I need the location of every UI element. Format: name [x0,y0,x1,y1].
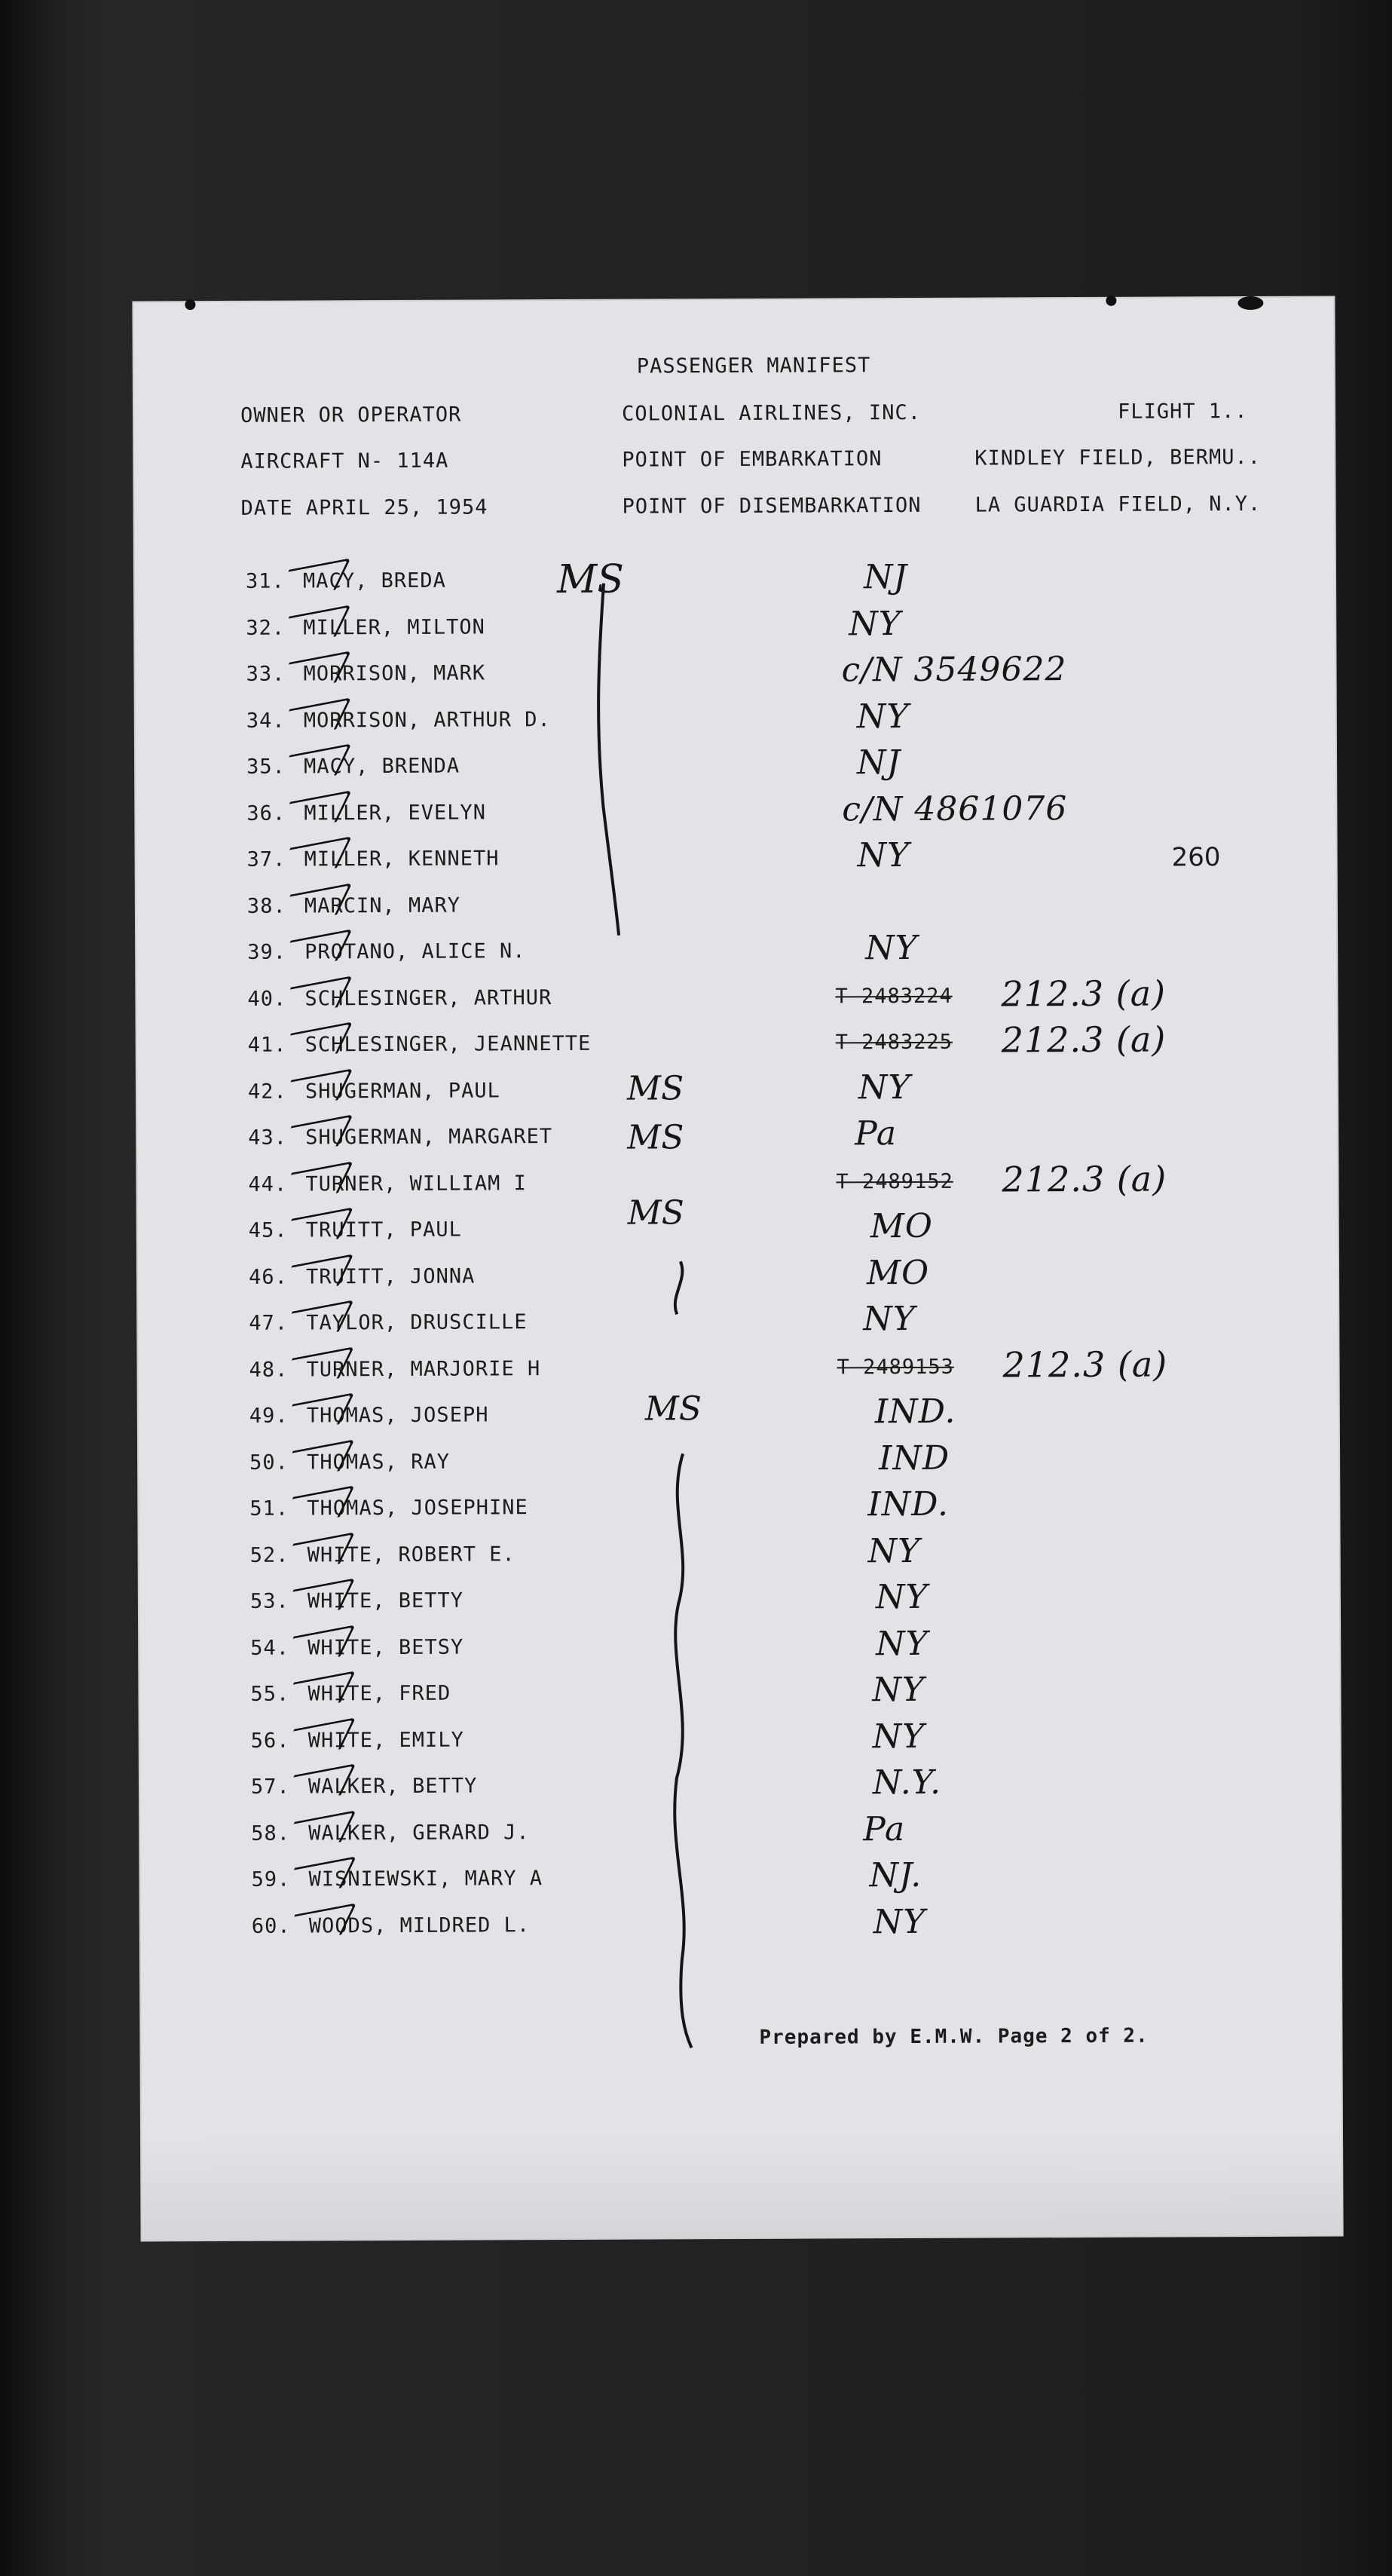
passenger-number: 32. [246,616,286,640]
embarkation-label: POINT OF EMBARKATION [622,447,883,472]
handwritten-code: c/N 4861076 [842,789,1068,829]
passenger-name: MARCIN, MARY [304,893,461,918]
passenger-number: 42. [247,1080,287,1104]
passenger-number: 38. [246,894,286,918]
passenger-name: MILLER, KENNETH [304,847,500,871]
passenger-name: MILLER, EVELYN [304,800,487,825]
passenger-name: TRUITT, PAUL [305,1218,462,1242]
date: DATE APRIL 25, 1954 [240,495,488,520]
passenger-number: 46. [248,1265,288,1289]
handwritten-mark: MS [644,1389,702,1429]
handwritten-code: NY [858,1067,911,1107]
passenger-name: SHUGERMAN, PAUL [304,1078,500,1104]
ticket-number: T 2489152 [836,1169,953,1193]
handwritten-mark: MS [556,556,625,603]
handwritten-note: 212.3 (a) [1002,1343,1168,1385]
disembarkation-value: LA GUARDIA FIELD, N.Y. [974,492,1262,517]
handwritten-code: NY [876,1624,929,1663]
passenger-number: 40. [247,987,287,1011]
passenger-name: THOMAS, JOSEPH [306,1403,489,1428]
handwritten-code: NY [863,1299,916,1339]
passenger-name: MILLER, MILTON [303,614,485,640]
passenger-number: 58. [251,1821,291,1845]
passenger-number: 51. [249,1496,289,1521]
embarkation-value: KINDLEY FIELD, BERMU.. [974,445,1262,470]
manifest-page [133,298,1342,2241]
passenger-name: WHITE, BETSY [307,1635,464,1659]
passenger-number: 37. [246,847,286,871]
ticket-number: T 2483225 [835,1030,953,1055]
passenger-name: SCHLESINGER, JEANNETTE [304,1031,592,1057]
passenger-name: WHITE, BETTY [307,1588,464,1613]
handwritten-code: NJ [863,558,908,597]
passenger-name: WHITE, FRED [307,1681,451,1706]
passenger-number: 59. [251,1867,291,1891]
handwritten-code: NJ [856,743,901,783]
passenger-name: MACY, BREDA [302,568,446,593]
handwritten-code: NY [865,928,918,968]
passenger-name: SHUGERMAN, MARGARET [305,1125,553,1150]
passenger-number: 47. [249,1311,289,1335]
prepared-by-footer: Prepared by E.M.W. Page 2 of 2. [759,2024,1149,2049]
passenger-name: WOODS, MILDRED L. [308,1913,531,1937]
handwritten-code: c/N 3549622 [841,650,1067,690]
handwritten-note: 212.3 (a) [1001,973,1167,1014]
handwritten-brackets [133,298,1342,2241]
ticket-number: T 2489153 [837,1355,954,1379]
handwritten-code: N.Y. [872,1763,942,1803]
passenger-number: 33. [246,662,286,686]
stamp-number: 260 [1171,842,1221,873]
passenger-name: WISNIEWSKI, MARY A [308,1867,543,1891]
passenger-name: MORRISON, MARK [303,661,486,686]
passenger-name: TURNER, WILLIAM I [305,1171,527,1196]
passenger-name: WALKER, BETTY [307,1774,478,1799]
passenger-number: 50. [249,1450,289,1475]
passenger-number: 49. [249,1404,289,1428]
handwritten-code: IND. [874,1392,956,1432]
passenger-number: 55. [250,1682,290,1706]
passenger-name: MACY, BRENDA [304,754,460,779]
handwritten-code: IND [878,1438,950,1478]
passenger-number: 56. [250,1729,290,1753]
passenger-number: 39. [247,940,287,964]
passenger-number: 53. [249,1589,289,1613]
handwritten-note: 212.3 (a) [1001,1018,1167,1061]
passenger-name: WHITE, EMILY [307,1728,464,1752]
handwritten-code: MO [866,1253,930,1292]
handwritten-code: NY [856,697,910,736]
passenger-number: 60. [251,1914,291,1938]
manifest-title: PASSENGER MANIFEST [636,354,871,378]
handwritten-code: NJ. [869,1855,922,1895]
handwritten-mark: MS [626,1069,684,1108]
disembarkation-label: POINT OF DISEMBARKATION [622,493,922,519]
passenger-name: THOMAS, RAY [307,1450,450,1474]
handwritten-code: NY [867,1531,921,1570]
passenger-number: 36. [246,801,286,825]
handwritten-code: NY [849,604,901,643]
passenger-name: PROTANO, ALICE N. [304,939,526,964]
passenger-number: 44. [248,1172,288,1196]
ticket-number: T 2483224 [835,984,953,1008]
passenger-number: 34. [246,709,286,733]
passenger-name: THOMAS, JOSEPHINE [307,1496,528,1521]
handwritten-code: NY [857,835,910,875]
passenger-name: TAYLOR, DRUSCILLE [306,1310,528,1335]
flight-number: FLIGHT 1.. [1117,400,1248,424]
passenger-name: TURNER, MARJORIE H [306,1356,541,1381]
handwritten-code: Pa [855,1114,898,1153]
passenger-number: 48. [249,1358,289,1382]
handwritten-code: NY [875,1577,929,1617]
handwritten-code: NY [872,1670,925,1710]
handwritten-code: MO [870,1206,933,1246]
handwritten-note: 212.3 (a) [1002,1158,1167,1199]
passenger-number: 35. [246,755,286,779]
passenger-number: 52. [249,1543,289,1567]
passenger-name: SCHLESINGER, ARTHUR [304,985,552,1011]
passenger-name: MORRISON, ARTHUR D. [303,707,551,733]
aircraft: AIRCRAFT N- 114A [240,449,449,473]
handwritten-mark: MS [627,1193,684,1233]
passenger-number: 43. [248,1126,288,1150]
passenger-name: WHITE, ROBERT E. [307,1542,515,1567]
handwritten-code: NY [872,1717,925,1756]
passenger-number: 45. [248,1218,288,1242]
handwritten-code: Pa [863,1809,906,1849]
passenger-name: WALKER, GERARD J. [308,1820,530,1845]
passenger-number: 54. [250,1636,290,1660]
owner-label: OWNER OR OPERATOR [240,403,462,427]
handwritten-code: IND. [867,1484,950,1524]
passenger-number: 41. [247,1033,287,1057]
passenger-number: 31. [245,569,285,593]
owner-value: COLONIAL AIRLINES, INC. [621,400,921,426]
handwritten-mark: MS [627,1118,684,1157]
passenger-name: TRUITT, JONNA [305,1264,476,1288]
handwritten-code: NY [873,1902,926,1941]
passenger-number: 57. [250,1775,290,1799]
